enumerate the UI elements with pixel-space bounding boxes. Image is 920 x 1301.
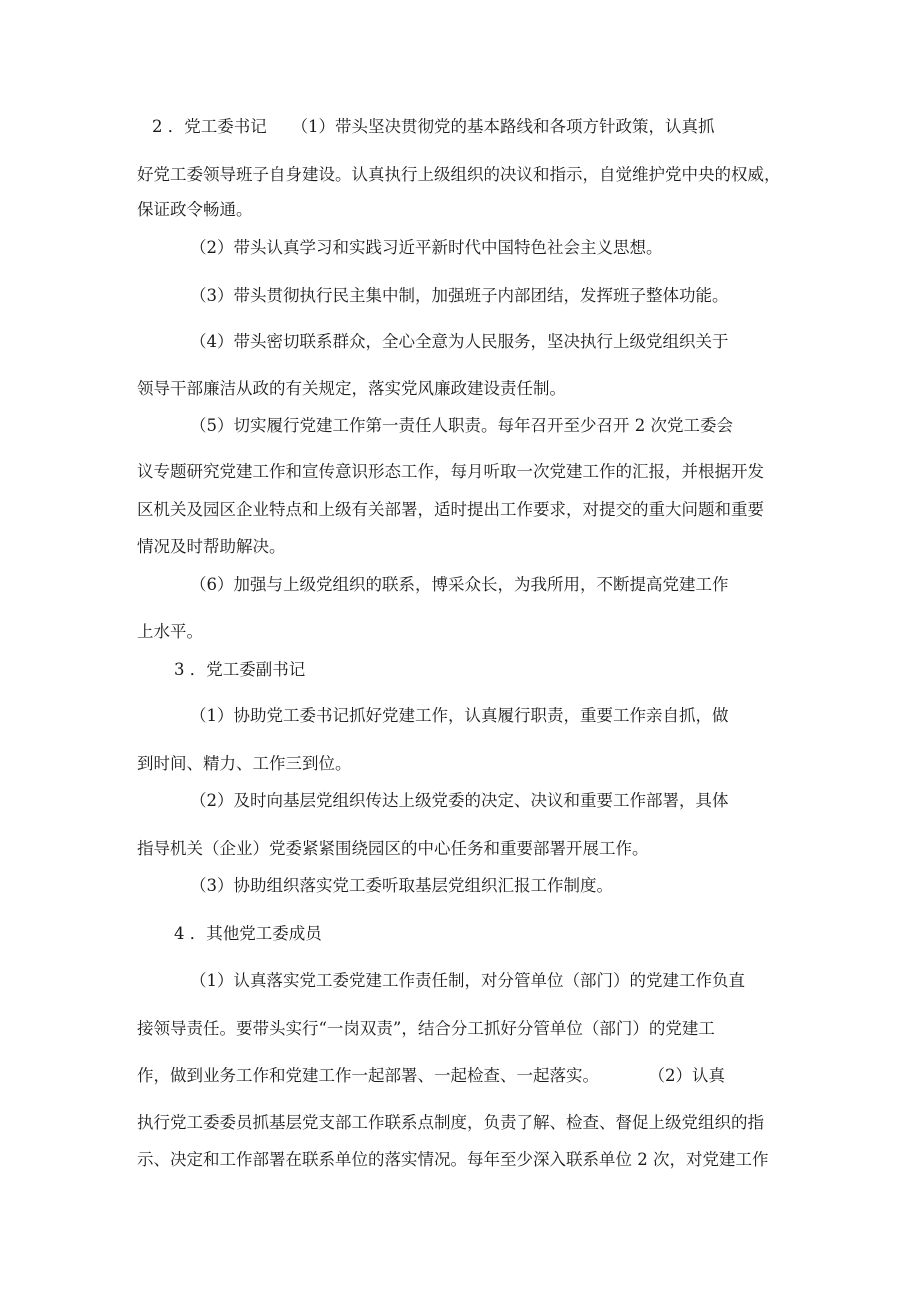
section-3-heading: 3 ．党工委副书记 <box>174 660 306 679</box>
paragraph-line: 区机关及园区企业特点和上级有关部署，适时提出工作要求，对提交的重大问题和重要 <box>137 500 764 519</box>
list-item: （2）带头认真学习和实践习近平新时代中国特色社会主义思想。 <box>190 238 663 257</box>
paragraph-line: 保证政令畅通。 <box>137 200 253 219</box>
list-item: （1）协助党工委书记抓好党建工作，认真履行职责，重要工作亲自抓，做 <box>190 706 729 725</box>
paragraph-line: 好党工委领导班子自身建设。认真执行上级组织的决议和指示，自觉维护党中央的权威， <box>137 165 781 184</box>
list-item: （5）切实履行党建工作第一责任人职责。每年召开至少召开 2 次党工委会 <box>190 416 733 435</box>
list-item: （6）加强与上级党组织的联系，博采众长，为我所用，不断提高党建工作 <box>190 575 729 594</box>
section-4-heading: 4 ．其他党工委成员 <box>174 924 322 943</box>
paragraph-line: 议专题研究党建工作和宣传意识形态工作，每月听取一次党建工作的汇报，并根据开发 <box>137 462 764 481</box>
section-2-heading-line: 2 ．党工委书记 （1）带头坚决贯彻党的基本路线和各项方针政策，认真抓 <box>152 117 715 136</box>
list-item: （1）认真落实党工委党建工作责任制，对分管单位（部门）的党建工作负直 <box>190 971 745 990</box>
paragraph-line: 执行党工委委员抓基层党支部工作联系点制度，负责了解、检查、督促上级党组织的指 <box>137 1113 764 1132</box>
paragraph-line: 上水平。 <box>137 622 203 641</box>
paragraph-line: 作，做到业务工作和党建工作一起部署、一起检查、一起落实。 （2）认真 <box>137 1066 725 1085</box>
paragraph-line: 示、决定和工作部署在联系单位的落实情况。每年至少深入联系单位 2 次，对党建工作 <box>137 1150 769 1169</box>
paragraph-line: 领导干部廉洁从政的有关规定，落实党风廉政建设责任制。 <box>137 379 566 398</box>
list-item: （2）及时向基层党组织传达上级党委的决定、决议和重要工作部署，具体 <box>190 791 729 810</box>
list-item: （4）带头密切联系群众，全心全意为人民服务，坚决执行上级党组织关于 <box>190 332 729 351</box>
paragraph-line: 到时间、精力、工作三到位。 <box>137 754 352 773</box>
paragraph-line: 指导机关（企业）党委紧紧围绕园区的中心任务和重要部署开展工作。 <box>137 839 649 858</box>
paragraph-line: 情况及时帮助解决。 <box>137 537 286 556</box>
paragraph-line: 接领导责任。要带头实行“一岗双责”，结合分工抓好分管单位（部门）的党建工 <box>137 1019 715 1038</box>
list-item: （3）协助组织落实党工委听取基层党组织汇报工作制度。 <box>190 876 613 895</box>
list-item: （3）带头贯彻执行民主集中制，加强班子内部团结，发挥班子整体功能。 <box>190 286 729 305</box>
